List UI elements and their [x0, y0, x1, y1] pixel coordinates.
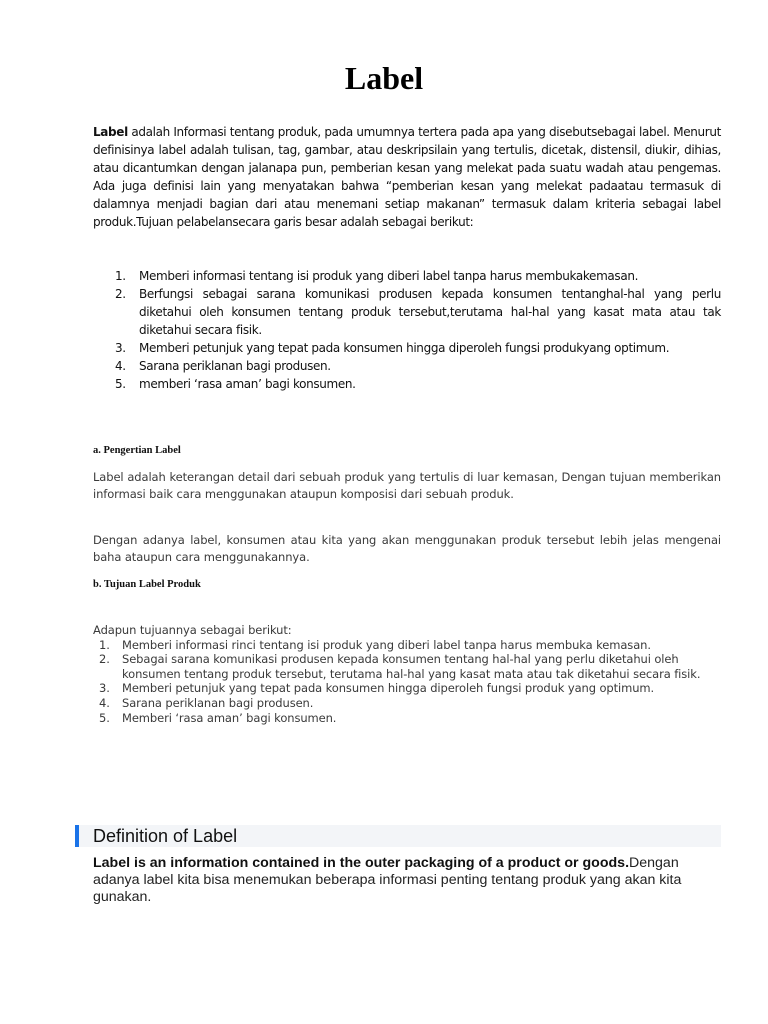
list-number: 4. — [99, 695, 110, 710]
intro-text: adalah Informasi tentang produk, pada umumnya tertera pada apa yang disebutsebagai label. Menurut definisinya label adalah tulisan, tag, gambar, atau deskripsilain yang tertulis, dicetak, distensil, diukir, dihias, atau dicantumkan dengan jalanapa pun, pemberian kesan yang melekat pada suatu wadah atau pengemas. Ada juga definisi lain yang menyatakan bahwa “pemberian kesan yang melekat padaatau termasuk di dalamnya menjadi bagian dari atau menemani setiap makanan” termasuk dalam kriteria sebagai label produk.Tujuan pelabelansecara garis besar adalah sebagai berikut: — [93, 125, 721, 229]
list-number: 5. — [99, 710, 110, 725]
list-item — [93, 711, 721, 726]
list-item — [93, 652, 721, 681]
list-number: 4. — [115, 359, 126, 373]
list-item — [93, 681, 721, 696]
section-b-intro: Adapun tujuannya sebagai berikut: — [93, 623, 292, 637]
definition-bold-text: Label is an information contained in the outer packaging of a product or goods. — [93, 855, 630, 871]
list-number: 3. — [99, 681, 110, 696]
list-number: 2. — [115, 287, 126, 301]
list-item — [93, 696, 721, 711]
section-a-paragraph-2: Dengan adanya label, konsumen atau kita yang akan menggunakan produk tersebut lebih jelas mengenai baha ataupun cara menggunakannya. — [93, 533, 721, 564]
list-number: 5. — [115, 377, 126, 391]
page-title: Label — [344, 60, 424, 96]
list-item-text: Memberi informasi tentang isi produk yang diberi label tanpa harus membukakemasan. — [139, 269, 639, 283]
section-b-heading: b. Tujuan Label Produk — [93, 579, 201, 590]
section-a-heading: a. Pengertian Label — [93, 445, 181, 456]
list-item — [93, 375, 721, 393]
section-a-paragraph-1: Label adalah keterangan detail dari sebuah produk yang tertulis di luar kemasan, Dengan tujuan memberikan informasi baik cara menggunakan ataupun komposisi dari sebuah produk. — [93, 470, 721, 501]
definition-paragraph — [93, 855, 721, 906]
purpose-list — [93, 267, 721, 393]
list-item-text: Sarana periklanan bagi produsen. — [122, 695, 314, 710]
definition-heading: Definition of Label — [93, 826, 238, 846]
list-number: 2. — [99, 652, 110, 667]
list-item-text: Memberi petunjuk yang tepat pada konsumen hingga diperoleh fungsi produkyang optimum. — [139, 341, 670, 355]
accent-bar — [75, 825, 79, 847]
list-item-text: Memberi petunjuk yang tepat pada konsumen hingga diperoleh fungsi produk yang optimum. — [122, 681, 655, 696]
list-item — [93, 267, 721, 285]
list-item — [93, 285, 721, 339]
intro-paragraph — [93, 123, 721, 231]
list-item-text: Memberi ‘rasa aman’ bagi konsumen. — [122, 710, 337, 725]
intro-lead: Label — [93, 125, 128, 139]
list-number: 3. — [115, 341, 126, 355]
definition-heading-bar — [75, 825, 721, 847]
list-number: 1. — [115, 269, 126, 283]
list-item — [93, 638, 721, 653]
list-item-text: memberi ‘rasa aman’ bagi konsumen. — [139, 377, 356, 391]
list-item-text: Memberi informasi rinci tentang isi produk yang diberi label tanpa harus membuka kemasan. — [122, 637, 651, 652]
definition-text: Dengan adanya label kita bisa menemukan beberapa informasi penting tentang produk yang akan kita gunakan. — [93, 855, 682, 905]
list-item — [93, 339, 721, 357]
list-item-text: Sarana periklanan bagi produsen. — [139, 359, 331, 373]
list-item — [93, 357, 721, 375]
list-number: 1. — [99, 637, 110, 652]
list-item-text: Sebagai sarana komunikasi produsen kepada konsumen tentang hal-hal yang perlu diketahui oleh konsumen tentang produk tersebut, terutama hal-hal yang kasat mata atau tak diketahui secara fisik. — [122, 652, 701, 681]
list-item-text: Berfungsi sebagai sarana komunikasi produsen kepada konsumen tentanghal-hal yang perlu diketahui oleh konsumen tentang produk tersebut,terutama hal-hal yang kasat mata atau tak diketahui secara fisik. — [139, 287, 721, 337]
section-b-list — [93, 623, 721, 725]
